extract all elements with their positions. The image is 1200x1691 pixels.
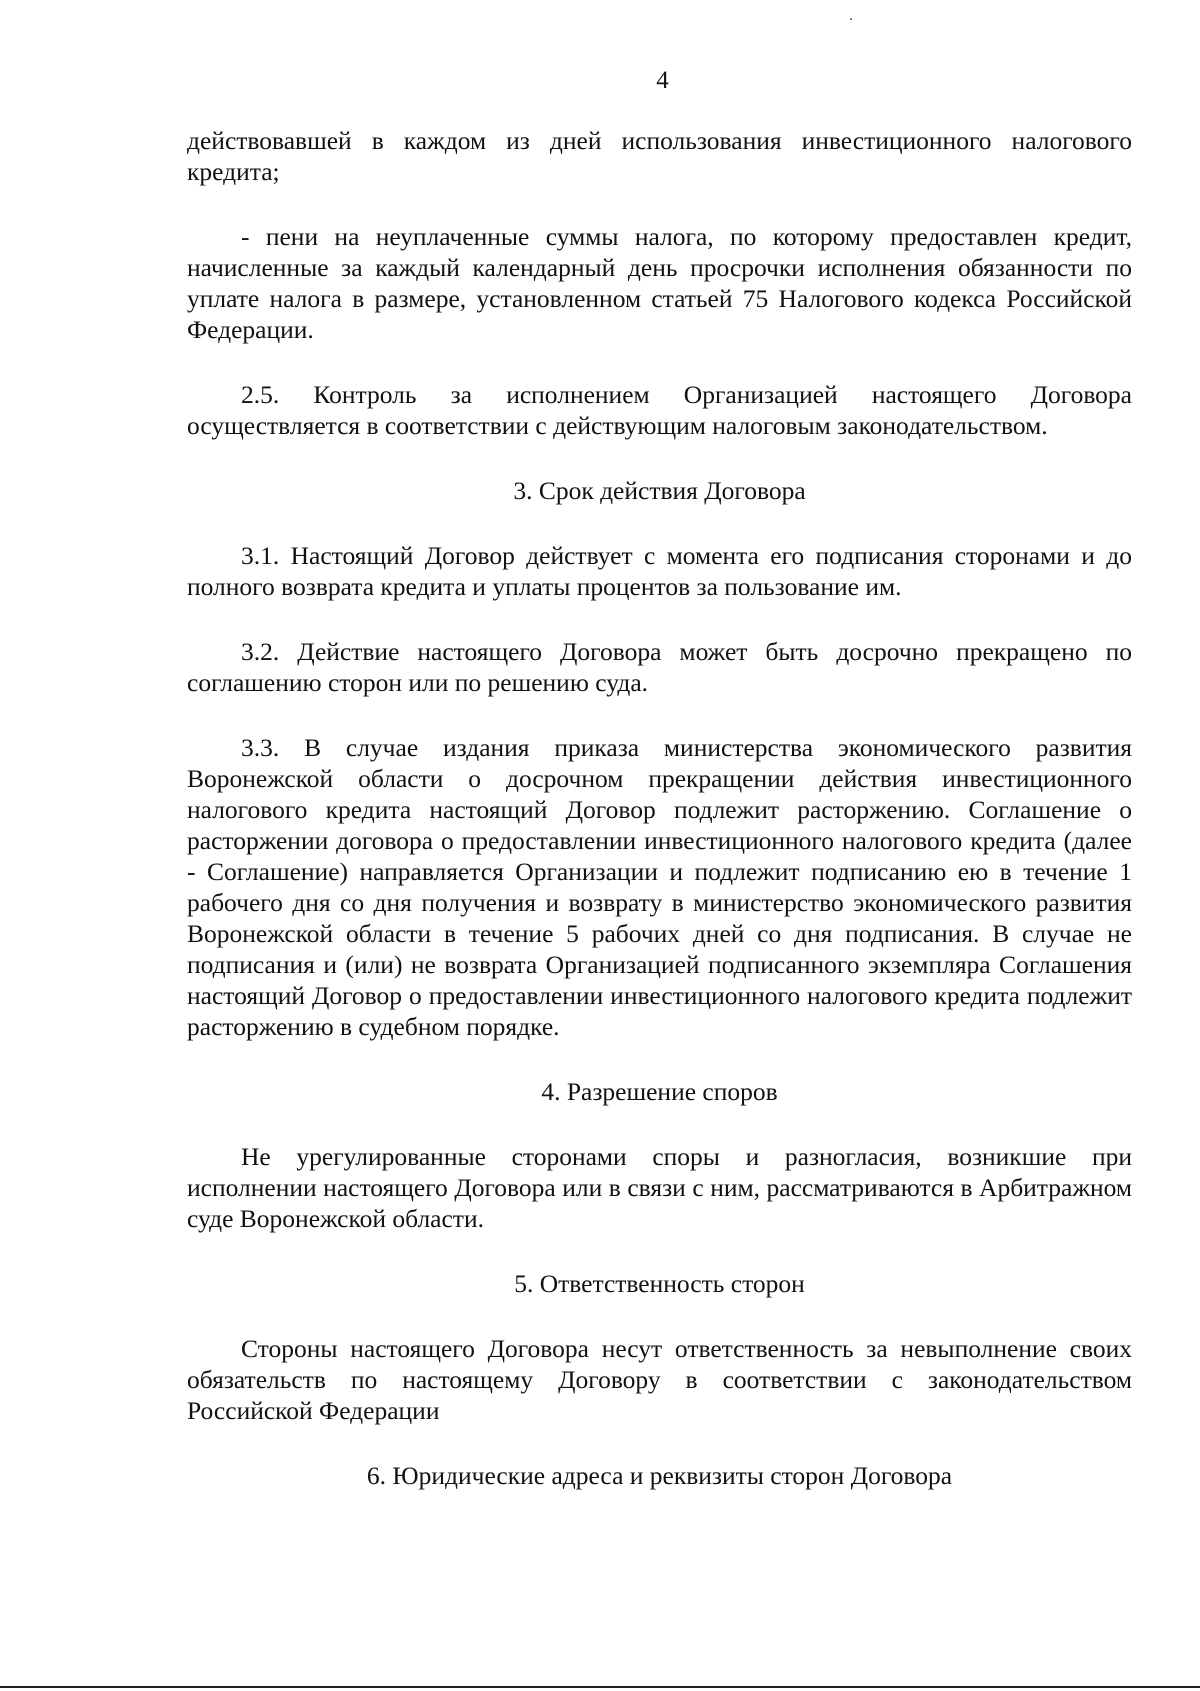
paragraph-2-5: 2.5. Контроль за исполнением Организацией настоящего Договора осуществляется в соответствии с действующим налоговым законодательством. [187, 380, 1132, 440]
paragraph-3-1: 3.1. Настоящий Договор действует с момента его подписания сторонами и до полного возврата кредита и уплаты процентов за пользование им. [187, 541, 1132, 601]
paragraph-penalties: - пени на неуплаченные суммы налога, по которому предоставлен кредит, начисленные за каждый календарный день просрочки исполнения обязанности по уплате налога в размере, установленном статьей 75 Налогового кодекса Российской Федерации. [187, 222, 1132, 344]
paragraph-3-3: 3.3. В случае издания приказа министерства экономического развития Воронежской области о досрочном прекращении действия инвестиционного налогового кредита настоящий Договор подлежит расторжению. Соглашение о расторжении договора о предоставлении инвестиционного налогового кредита (далее - Соглашение) направляется Организации и подлежит подписанию ею в течение 1 рабочего дня со дня получения и возврату в министерство экономического развития Воронежской области в течение 5 рабочих дней со дня подписания. В случае не подписания и (или) не возврата Организацией подписанного экземпляра Соглашения настоящий Договор о предоставлении инвестиционного налогового кредита подлежит расторжению в судебном порядке. [187, 733, 1132, 1041]
section-heading-4: 4. Разрешение споров [541, 1077, 778, 1106]
paragraph-4: Не урегулированные сторонами споры и разногласия, возникшие при исполнении настоящего Договора или в связи с ним, рассматриваются в Арбитражном суде Воронежской области. [187, 1142, 1132, 1233]
section-heading-6: 6. Юридические адреса и реквизиты сторон Договора [366, 1461, 953, 1490]
document-body [187, 125, 1132, 1491]
bottom-edge-line [0, 1686, 1200, 1688]
page-number: 4 [656, 67, 669, 94]
section-heading-3: 3. Срок действия Договора [513, 476, 806, 505]
paragraph-5: Стороны настоящего Договора несут ответственность за невыполнение своих обязательств по настоящему Договору в соответствии с законодательством Российской Федерации [187, 1334, 1132, 1425]
scan-speck [850, 18, 852, 20]
paragraph-continuation: действовавшей в каждом из дней использования инвестиционного налогового кредита; [187, 126, 1132, 186]
section-heading-5: 5. Ответственность сторон [514, 1269, 805, 1298]
paragraph-3-2: 3.2. Действие настоящего Договора может быть досрочно прекращено по соглашению сторон или по решению суда. [187, 637, 1132, 697]
